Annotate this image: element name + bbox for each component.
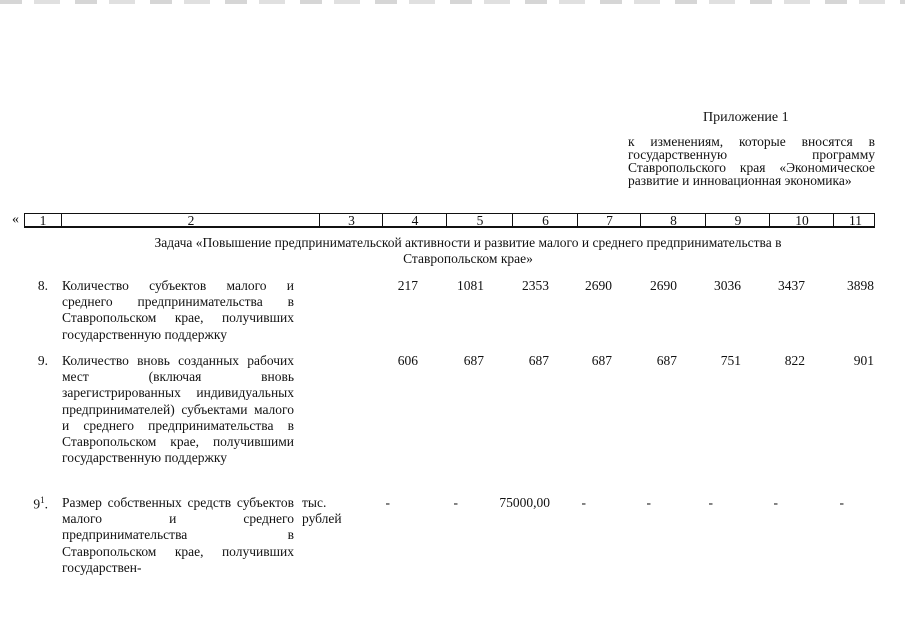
appendix-title: Приложение 1 — [703, 110, 789, 125]
row-value: - — [646, 495, 651, 510]
column-number: 8 — [640, 214, 706, 226]
row-value: - — [708, 495, 713, 510]
row-number: $9^1$. — [33, 495, 48, 512]
row-value: 3898 — [847, 278, 874, 293]
row-value: 687 — [528, 353, 549, 368]
row-number: 8. — [37, 278, 48, 293]
column-number: 2 — [61, 214, 320, 226]
row-value: - — [773, 495, 778, 510]
scan-edge-artifact — [0, 0, 905, 4]
row-value: 2690 — [650, 278, 677, 293]
column-number: 10 — [769, 214, 834, 226]
row-value: 901 — [853, 353, 874, 368]
row-value: 687 — [591, 353, 612, 368]
row-value: - — [581, 495, 586, 510]
row-value: 687 — [463, 353, 484, 368]
row-value: 2690 — [585, 278, 612, 293]
row-value: - — [839, 495, 844, 510]
row-indicator-text: Размер собственных средств субъектов малого и среднего предпринимательства в Ставропольском крае, получивших государствен- — [62, 495, 294, 575]
row-number: 9. — [37, 353, 48, 368]
row-value: 751 — [720, 353, 741, 368]
row-value: 687 — [656, 353, 677, 368]
task-title: Задача «Повышение предпринимательской активности и развитие малого и среднего предпринимательства в Ставропольском крае» — [154, 235, 782, 266]
column-number: 5 — [446, 214, 513, 226]
row-indicator-text: Количество вновь созданных рабочих мест (включая вновь зарегистрированных индивидуальных предпринимателей) субъектами малого и среднего предпринимательства в Ставропольском крае, получившими государственную поддержку — [62, 353, 294, 466]
row-value: 3036 — [714, 278, 741, 293]
row-indicator-text: Количество субъектов малого и среднего предпринимательства в Ставропольском крае, получивших государственную поддержку — [62, 278, 294, 342]
column-number: 11 — [833, 214, 877, 226]
table-open-quote: « — [12, 212, 19, 227]
column-number: 7 — [577, 214, 641, 226]
column-number: 9 — [705, 214, 770, 226]
row-value: 2353 — [522, 278, 549, 293]
row-value: - — [453, 495, 458, 510]
column-number: 3 — [319, 214, 383, 226]
row-unit: тыс. рублей — [302, 495, 342, 527]
row-value: 3437 — [778, 278, 805, 293]
row-value: 217 — [397, 278, 418, 293]
column-number: 1 — [39, 213, 47, 228]
row-value: - — [385, 495, 390, 510]
column-number-header — [24, 213, 875, 228]
row-value: 606 — [397, 353, 418, 368]
row-number-superscript: 1 — [40, 495, 45, 505]
row-value: 75000,00 — [499, 495, 550, 510]
row-value: 1081 — [457, 278, 484, 293]
column-number: 4 — [382, 214, 447, 226]
row-value: 822 — [784, 353, 805, 368]
appendix-note: к изменениям, которые вносятся в государственную программу Ставропольского края «Экономическое развитие и инновационная экономика» — [628, 134, 875, 188]
column-number: 6 — [512, 214, 578, 226]
